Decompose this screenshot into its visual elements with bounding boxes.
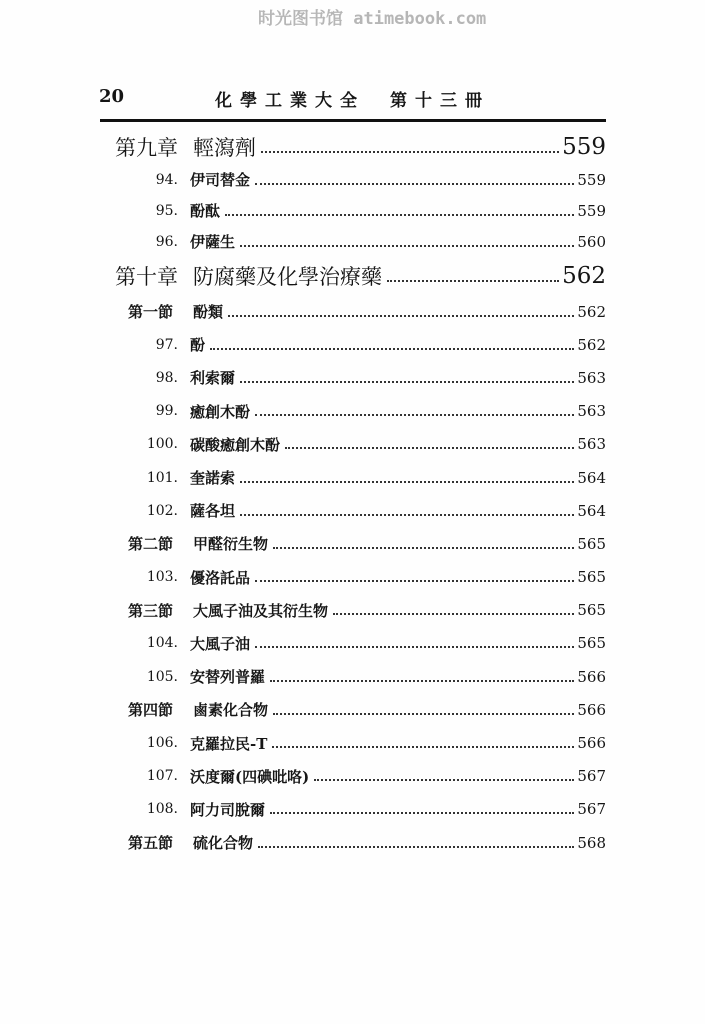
toc-leader-dots — [272, 746, 574, 748]
toc-page-number: 567 — [577, 800, 606, 819]
toc-chapter-block — [0, 130, 606, 257]
toc-page-number: 565 — [577, 634, 606, 653]
toc-entry-title: 大風子油 — [190, 634, 251, 653]
toc-item-row — [0, 793, 606, 826]
toc-item-row — [0, 561, 606, 594]
toc-item-row — [0, 760, 606, 793]
toc-leader-dots — [240, 481, 574, 483]
toc-page-number: 566 — [577, 667, 606, 686]
toc-section-row — [0, 295, 606, 328]
toc-chapter-row — [0, 257, 606, 295]
toc-section-label: 第二節 — [128, 535, 174, 554]
toc-entry-title: 大風子油及其衍生物 — [193, 601, 329, 620]
toc-item-number: 106. — [146, 735, 178, 752]
toc-leader-dots — [270, 680, 574, 682]
toc-leader-dots — [240, 514, 574, 516]
toc-item-number: 94. — [155, 171, 178, 188]
toc-leader-dots — [228, 315, 574, 317]
toc-entry-title: 甲醛衍生物 — [193, 535, 269, 554]
toc-page-number: 566 — [577, 700, 606, 719]
table-of-contents — [0, 130, 606, 859]
toc-entry-title: 輕瀉劑 — [193, 136, 256, 160]
toc-page-number: 564 — [577, 501, 606, 520]
toc-leader-dots — [333, 613, 574, 615]
header-rule — [100, 119, 606, 122]
toc-section-label: 第四節 — [128, 701, 174, 720]
toc-page-number: 563 — [577, 435, 606, 454]
toc-item-number: 102. — [146, 502, 178, 519]
toc-leader-dots — [273, 547, 574, 549]
toc-page-number: 559 — [562, 134, 606, 160]
toc-leader-dots — [273, 713, 574, 715]
toc-entry-title: 伊司替金 — [190, 171, 251, 189]
toc-page-number: 562 — [562, 263, 606, 289]
toc-section-row — [0, 594, 606, 627]
toc-section-label: 第一節 — [128, 303, 174, 322]
toc-leader-dots — [387, 280, 559, 282]
toc-leader-dots — [240, 245, 574, 247]
toc-page-number: 567 — [577, 767, 606, 786]
toc-item-number: 97. — [155, 336, 178, 353]
page-number: 20 — [99, 86, 125, 107]
toc-leader-dots — [255, 414, 574, 416]
toc-section-row — [0, 527, 606, 560]
toc-page-number: 559 — [577, 170, 606, 189]
toc-page-number: 564 — [577, 468, 606, 487]
toc-leader-dots — [255, 580, 574, 582]
toc-leader-dots — [270, 812, 574, 814]
toc-item-row — [0, 660, 606, 693]
toc-section-row — [0, 826, 606, 859]
toc-chapter-label: 第十章 — [115, 265, 178, 289]
toc-entry-title: 酚類 — [193, 303, 224, 322]
toc-leader-dots — [255, 183, 574, 185]
toc-item-row — [0, 195, 606, 226]
toc-entry-title: 癒創木酚 — [190, 402, 251, 421]
toc-item-row — [0, 361, 606, 394]
toc-page-number: 559 — [577, 201, 606, 220]
toc-entry-title: 優洛託品 — [190, 568, 251, 587]
toc-entry-title: 防腐藥及化學治療藥 — [193, 265, 382, 289]
toc-item-number: 96. — [155, 233, 178, 250]
toc-item-row — [0, 726, 606, 759]
toc-page-number: 565 — [577, 534, 606, 553]
watermark-text: 时光图书馆 atimebook.com — [258, 9, 487, 29]
toc-entry-title: 克羅拉民-T — [190, 734, 268, 753]
toc-item-number: 99. — [155, 403, 178, 420]
toc-leader-dots — [261, 151, 559, 153]
toc-leader-dots — [225, 214, 574, 216]
toc-entry-title: 伊薩生 — [190, 233, 236, 251]
toc-entry-title: 鹵素化合物 — [193, 701, 269, 720]
toc-section-label: 第五節 — [128, 834, 174, 853]
toc-entry-title: 酚 — [190, 336, 206, 355]
toc-entry-title: 阿力司脫爾 — [190, 800, 266, 819]
toc-item-row — [0, 494, 606, 527]
toc-page-number: 568 — [577, 833, 606, 852]
toc-entry-title: 奎諾索 — [190, 469, 236, 488]
toc-entry-title: 利索爾 — [190, 369, 236, 388]
toc-item-row — [0, 226, 606, 257]
toc-item-number: 108. — [146, 801, 178, 818]
toc-page-number: 566 — [577, 734, 606, 753]
toc-item-row — [0, 461, 606, 494]
toc-entry-title: 碳酸癒創木酚 — [190, 435, 281, 454]
toc-item-row — [0, 164, 606, 195]
toc-item-number: 103. — [146, 569, 178, 586]
toc-entry-title: 硫化合物 — [193, 834, 254, 853]
toc-item-number: 104. — [146, 635, 178, 652]
toc-item-number: 100. — [146, 436, 178, 453]
toc-item-row — [0, 328, 606, 361]
toc-leader-dots — [255, 646, 574, 648]
toc-page-number: 562 — [577, 302, 606, 321]
toc-chapter-row — [0, 130, 606, 164]
toc-page-number: 565 — [577, 568, 606, 587]
toc-section-label: 第三節 — [128, 601, 174, 620]
toc-item-number: 98. — [155, 369, 178, 386]
toc-entry-title: 安替列普羅 — [190, 668, 266, 687]
toc-leader-dots — [240, 381, 574, 383]
toc-leader-dots — [314, 779, 574, 781]
toc-item-row — [0, 627, 606, 660]
toc-item-row — [0, 395, 606, 428]
toc-leader-dots — [285, 447, 574, 449]
toc-item-number: 107. — [146, 768, 178, 785]
toc-chapter-block — [0, 257, 606, 859]
toc-item-number: 101. — [146, 469, 178, 486]
toc-page-number: 560 — [577, 232, 606, 251]
toc-chapter-label: 第九章 — [115, 136, 178, 160]
toc-leader-dots — [210, 348, 574, 350]
toc-entry-title: 沃度爾(四碘吡咯) — [190, 767, 310, 786]
running-header-title: 化學工業大全 第十三冊 — [215, 91, 490, 111]
toc-page-number: 565 — [577, 601, 606, 620]
toc-item-number: 95. — [155, 202, 178, 219]
toc-item-number: 105. — [146, 668, 178, 685]
toc-entry-title: 薩各坦 — [190, 502, 236, 521]
toc-entry-title: 酚酞 — [190, 202, 221, 220]
toc-page-number: 563 — [577, 402, 606, 421]
toc-page-number: 563 — [577, 368, 606, 387]
toc-item-row — [0, 428, 606, 461]
toc-section-row — [0, 693, 606, 726]
toc-page-number: 562 — [577, 335, 606, 354]
toc-leader-dots — [258, 846, 574, 848]
